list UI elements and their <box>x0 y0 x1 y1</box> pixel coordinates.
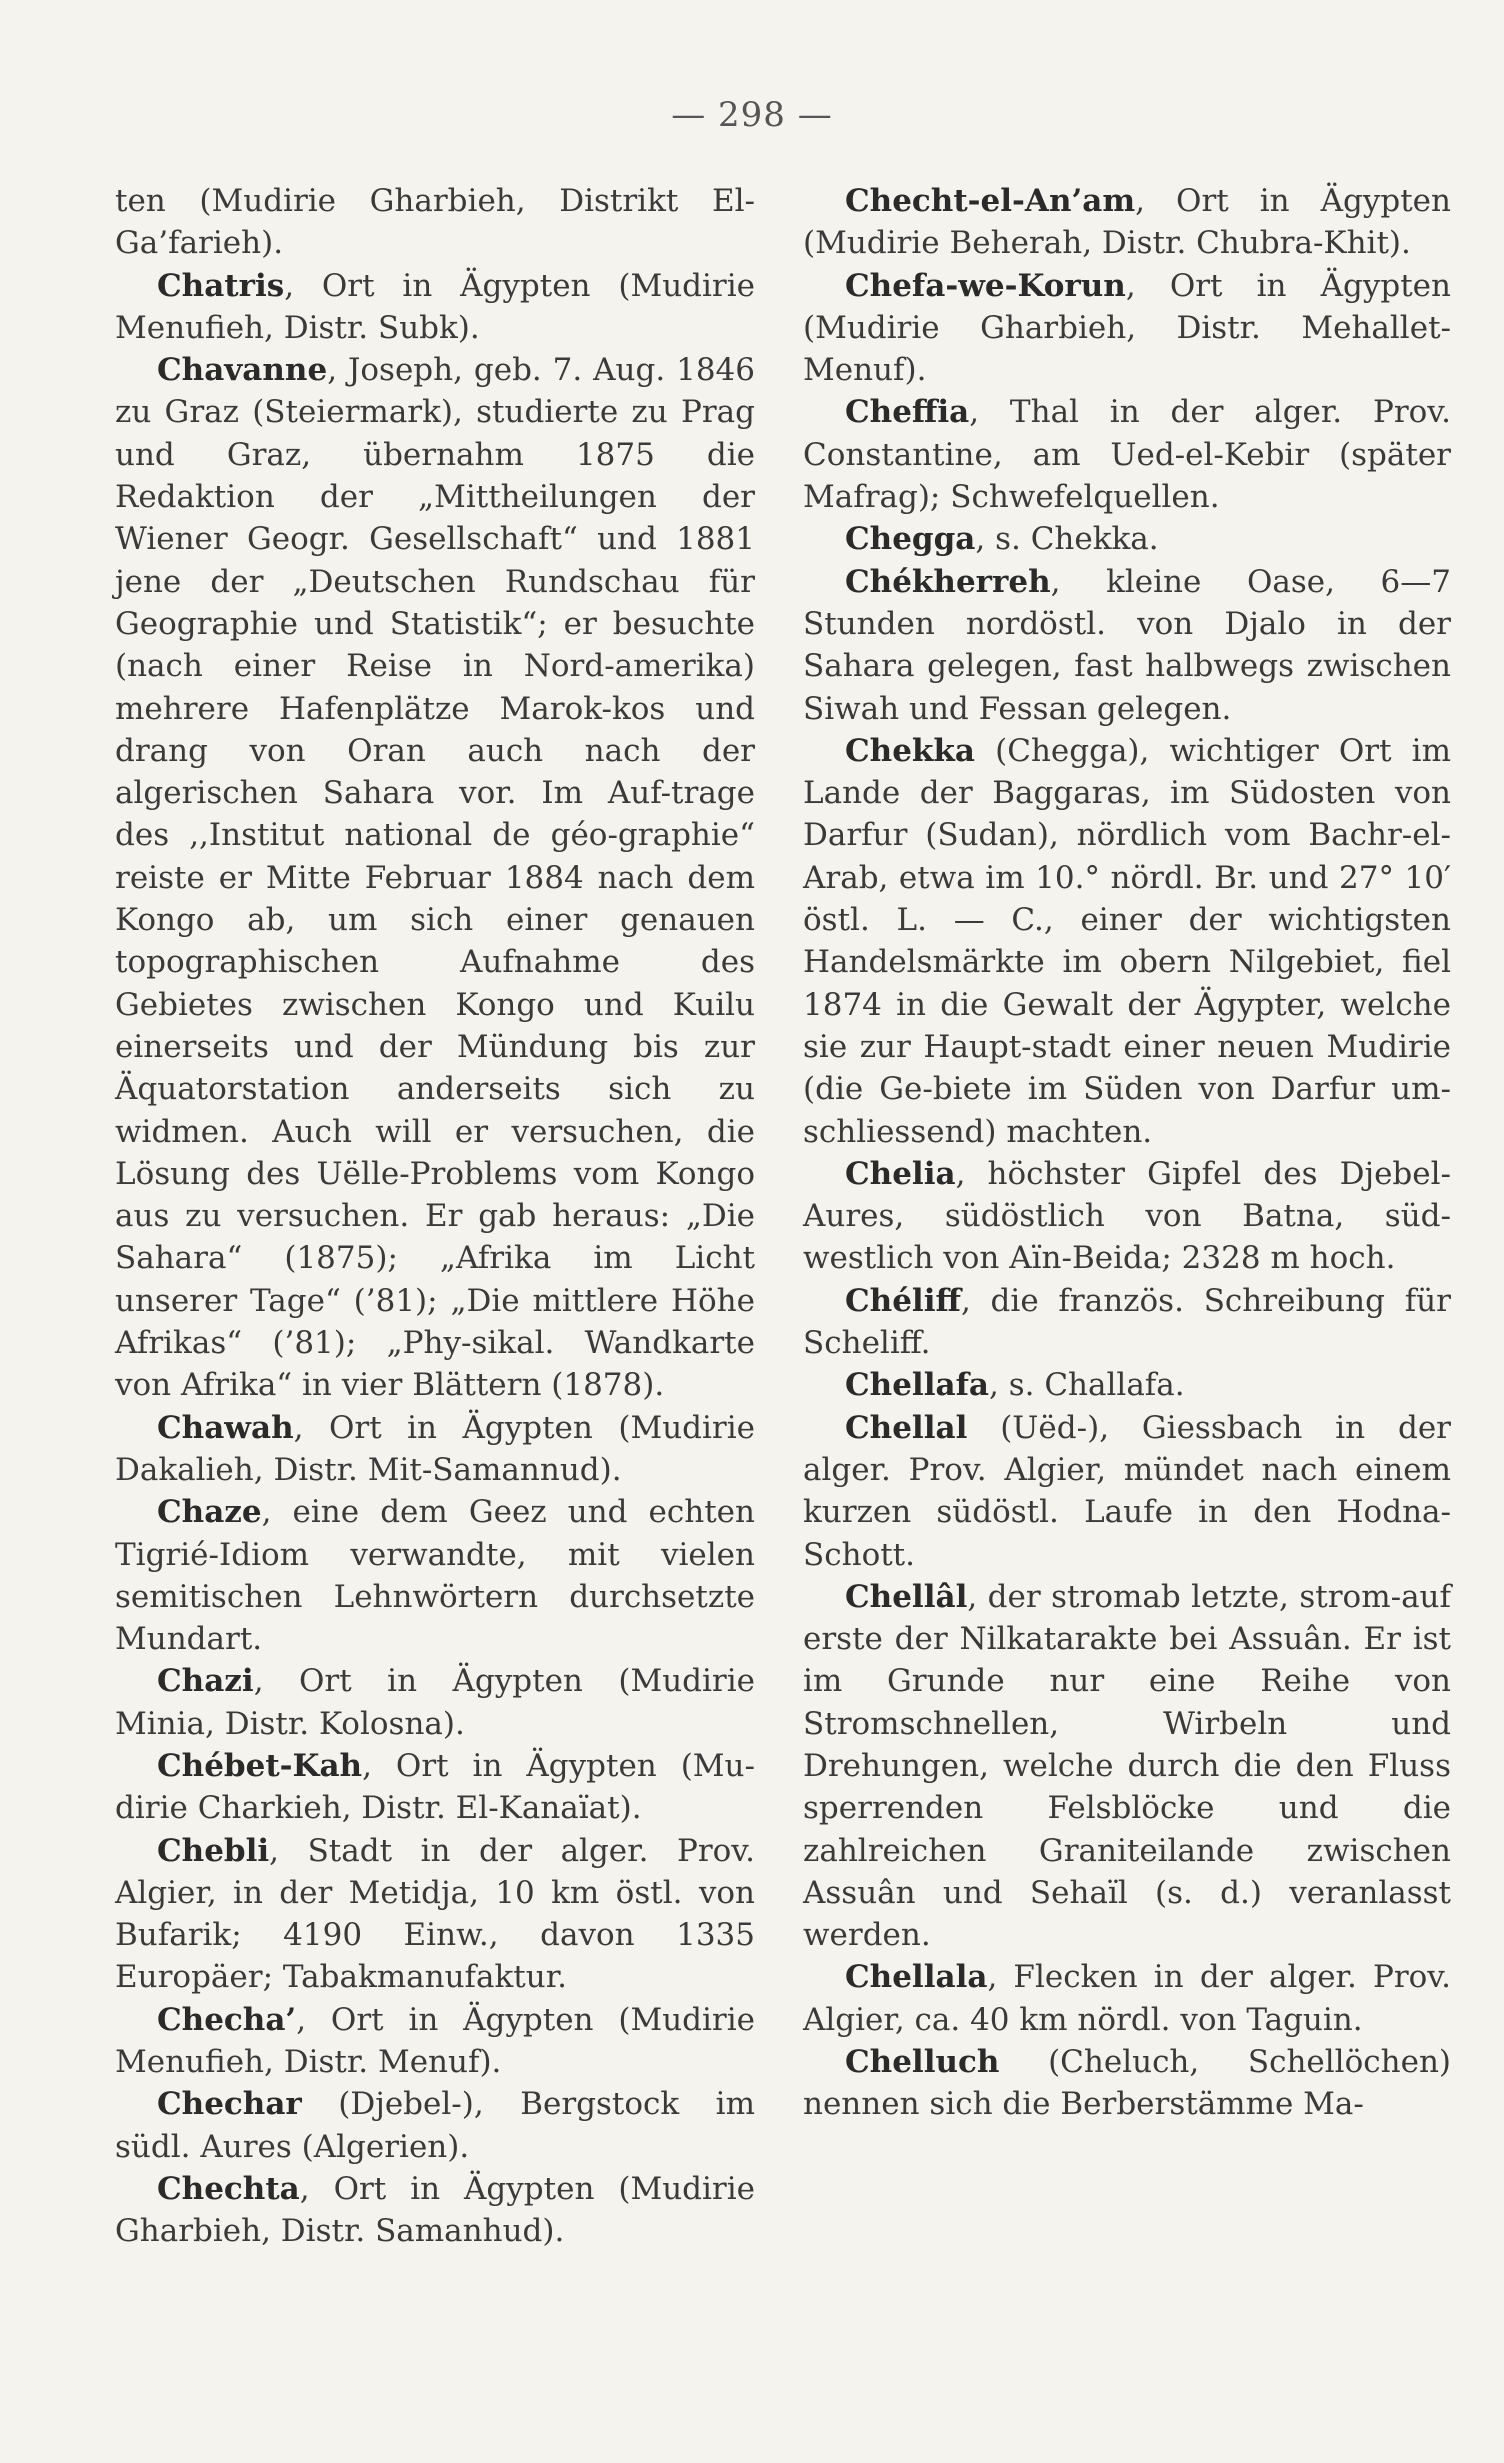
dictionary-entry <box>115 1830 755 1999</box>
entry-headword: Chékherreh <box>845 563 1051 600</box>
entry-text: , Ort in Ägypten (Mu-dirie Charkieh, Distr. El-Kanaïat). <box>115 1747 755 1827</box>
dictionary-entry <box>803 1280 1451 1365</box>
entry-headword: Chazi <box>157 1663 254 1700</box>
entry-headword: Chatris <box>157 267 285 304</box>
dictionary-entry <box>115 349 755 1406</box>
dictionary-entry <box>803 1576 1451 1957</box>
left-column <box>115 180 755 2253</box>
entry-headword: Cheffia <box>845 394 970 431</box>
dictionary-entry <box>803 1153 1451 1280</box>
entry-text: , kleine Oase, 6—7 Stunden nordöstl. von Djalo in der Sahara gelegen, fast halbwegs zwischen Siwah und Fessan gelegen. <box>803 563 1451 727</box>
dictionary-entry <box>803 1407 1451 1576</box>
dictionary-entry <box>115 265 755 350</box>
dictionary-entry <box>115 1491 755 1660</box>
entry-text: , Flecken in der alger. Prov. Algier, ca. 40 km nördl. von Taguin. <box>803 1959 1451 2038</box>
entry-text: (Djebel-), Bergstock im südl. Aures (Algerien). <box>115 2086 755 2165</box>
entry-text: , Joseph, geb. 7. Aug. 1846 zu Graz (Steiermark), studierte zu Prag und Graz, übernahm 1875 die Redaktion der „Mittheilungen der Wiener Geogr. Gesellschaft“ und 1881 jene der „Deutschen Rundschau für Geographie und Statistik“; er besuchte (nach einer Reise in Nord-amerika) mehrere Hafenplätze Marok-kos und drang von Oran auch nach der algerischen Sahara vor. Im Auf-trage des ,,Institut national de géo-graphie“ reiste er Mitte Februar 1884 nach dem Kongo ab, um sich einer genauen topographischen Aufnahme des Gebietes zwischen Kongo und Kuilu einerseits und der Mündung bis zur Äquatorstation anderseits sich zu widmen. Auch will er versuchen, die Lösung des Uëlle-Problems vom Kongo aus zu versuchen. Er gab heraus: „Die Sahara“ (1875); „Afrika im Licht unserer Tage“ (’81); „Die mittlere Höhe Afrikas“ (’81); „Phy-sikal. Wandkarte von Afrika“ in vier Blättern (1878). <box>115 352 755 1404</box>
dictionary-entry <box>115 1745 755 1830</box>
dictionary-entry <box>803 265 1451 392</box>
dictionary-entry <box>803 2041 1451 2126</box>
entry-headword: Chechta <box>157 2170 300 2207</box>
entry-headword: Chefa-we-Korun <box>845 267 1126 304</box>
entry-headword: Chellafa <box>845 1367 989 1404</box>
entry-headword: Chellal <box>845 1409 968 1446</box>
dictionary-entry <box>803 730 1451 1153</box>
dictionary-entry <box>115 2168 755 2253</box>
entry-text: (Uëd-), Giessbach in der alger. Prov. Algier, mündet nach einem kurzen südöstl. Laufe in den Hodna-Schott. <box>803 1409 1451 1573</box>
entry-headword: Chellâl <box>845 1578 968 1615</box>
entry-text: , Ort in Ägypten (Mudirie Beherah, Distr. Chubra-Khit). <box>803 183 1451 262</box>
entry-headword: Chavanne <box>157 352 328 389</box>
dictionary-entry <box>115 1407 755 1492</box>
dictionary-entry <box>803 391 1451 518</box>
dictionary-entry <box>115 1660 755 1745</box>
entry-text: , s. Challafa. <box>989 1367 1185 1404</box>
dictionary-entry <box>803 1956 1451 2041</box>
entry-headword: Chekka <box>845 732 975 769</box>
dictionary-entry <box>803 180 1451 265</box>
entry-text: , Ort in Ägypten (Mudirie Gharbieh, Distr. Samanhud). <box>115 2170 755 2250</box>
entry-headword: Chawah <box>157 1409 294 1446</box>
entry-text: , Thal in der alger. Prov. Constantine, am Ued-el-Kebir (später Mafrag); Schwefelquellen. <box>803 394 1451 516</box>
page-number: — 298 — <box>671 95 833 135</box>
entry-headword: Chéliff <box>845 1282 961 1319</box>
entry-headword: Checht-el-An’am <box>845 183 1136 219</box>
entry-text: , Ort in Ägypten (Mudirie Menufieh, Distr. Menuf). <box>115 2001 755 2081</box>
dictionary-entry <box>115 1999 755 2084</box>
entry-headword: Chebli <box>157 1832 270 1869</box>
entry-text: , Ort in Ägypten (Mudirie Menufieh, Distr. Subk). <box>115 267 755 346</box>
entry-headword: Checha’ <box>157 2001 297 2038</box>
dictionary-entry <box>115 2083 755 2168</box>
entry-text: , eine dem Geez und echten Tigrié-Idiom verwandte, mit vielen semitischen Lehnwörtern durchsetzte Mundart. <box>115 1494 755 1658</box>
dictionary-entry <box>115 180 755 265</box>
dictionary-entry <box>803 518 1451 560</box>
entry-text: , s. Chekka. <box>975 521 1159 558</box>
entry-text: , die französ. Schreibung für Scheliff. <box>803 1282 1451 1362</box>
entry-headword: Chellala <box>845 1959 988 1996</box>
entry-headword: Chegga <box>845 521 976 558</box>
right-column <box>803 180 1451 2126</box>
entry-headword: Chelluch <box>845 2044 1000 2081</box>
entry-text: ten (Mudirie Gharbieh, Distrikt El-Ga’farieh). <box>115 183 755 262</box>
entry-headword: Chébet-Kah <box>157 1747 363 1784</box>
entry-text: (Chegga), wichtiger Ort im Lande der Baggaras, im Südosten von Darfur (Sudan), nördlich vom Bachr-el-Arab, etwa im 10.° nördl. Br. und 27° 10′ östl. L. — C., einer der wichtigsten Handelsmärkte im obern Nilgebiet, fiel 1874 in die Gewalt der Ägypter, welche sie zur Haupt-stadt einer neuen Mudirie (die Ge-biete im Süden von Darfur um-schliessend) machten. <box>803 732 1451 1150</box>
entry-text: , Stadt in der alger. Prov. Algier, in der Metidja, 10 km östl. von Bufarik; 4190 Einw., davon 1335 Europäer; Tabakmanufaktur. <box>115 1832 755 1996</box>
dictionary-entry <box>803 1364 1451 1406</box>
entry-headword: Chaze <box>157 1494 262 1531</box>
entry-headword: Chelia <box>845 1155 956 1192</box>
entry-text: (Cheluch, Schellöchen) nennen sich die Berberstämme Ma- <box>803 2044 1451 2123</box>
entry-text: , Ort in Ägypten (Mudirie Minia, Distr. Kolosna). <box>115 1663 755 1742</box>
entry-text: , der stromab letzte, strom-auf erste der Nilkatarakte bei Assuân. Er ist im Grunde nur eine Reihe von Stromschnellen, Wirbeln und Drehungen, welche durch die den Fluss sperrenden Felsblöcke und die zahlreichen Graniteilande zwischen Assuân und Sehaïl (s. d.) veranlasst werden. <box>803 1578 1451 1954</box>
dictionary-entry <box>803 561 1451 730</box>
entry-headword: Chechar <box>157 2086 302 2123</box>
entry-text: , Ort in Ägypten (Mudirie Gharbieh, Distr. Mehallet-Menuf). <box>803 267 1451 389</box>
entry-text: , höchster Gipfel des Djebel-Aures, südöstlich von Batna, süd-westlich von Aïn-Beida; 2328 m hoch. <box>803 1155 1451 1277</box>
entry-text: , Ort in Ägypten (Mudirie Dakalieh, Distr. Mit-Samannud). <box>115 1409 755 1488</box>
